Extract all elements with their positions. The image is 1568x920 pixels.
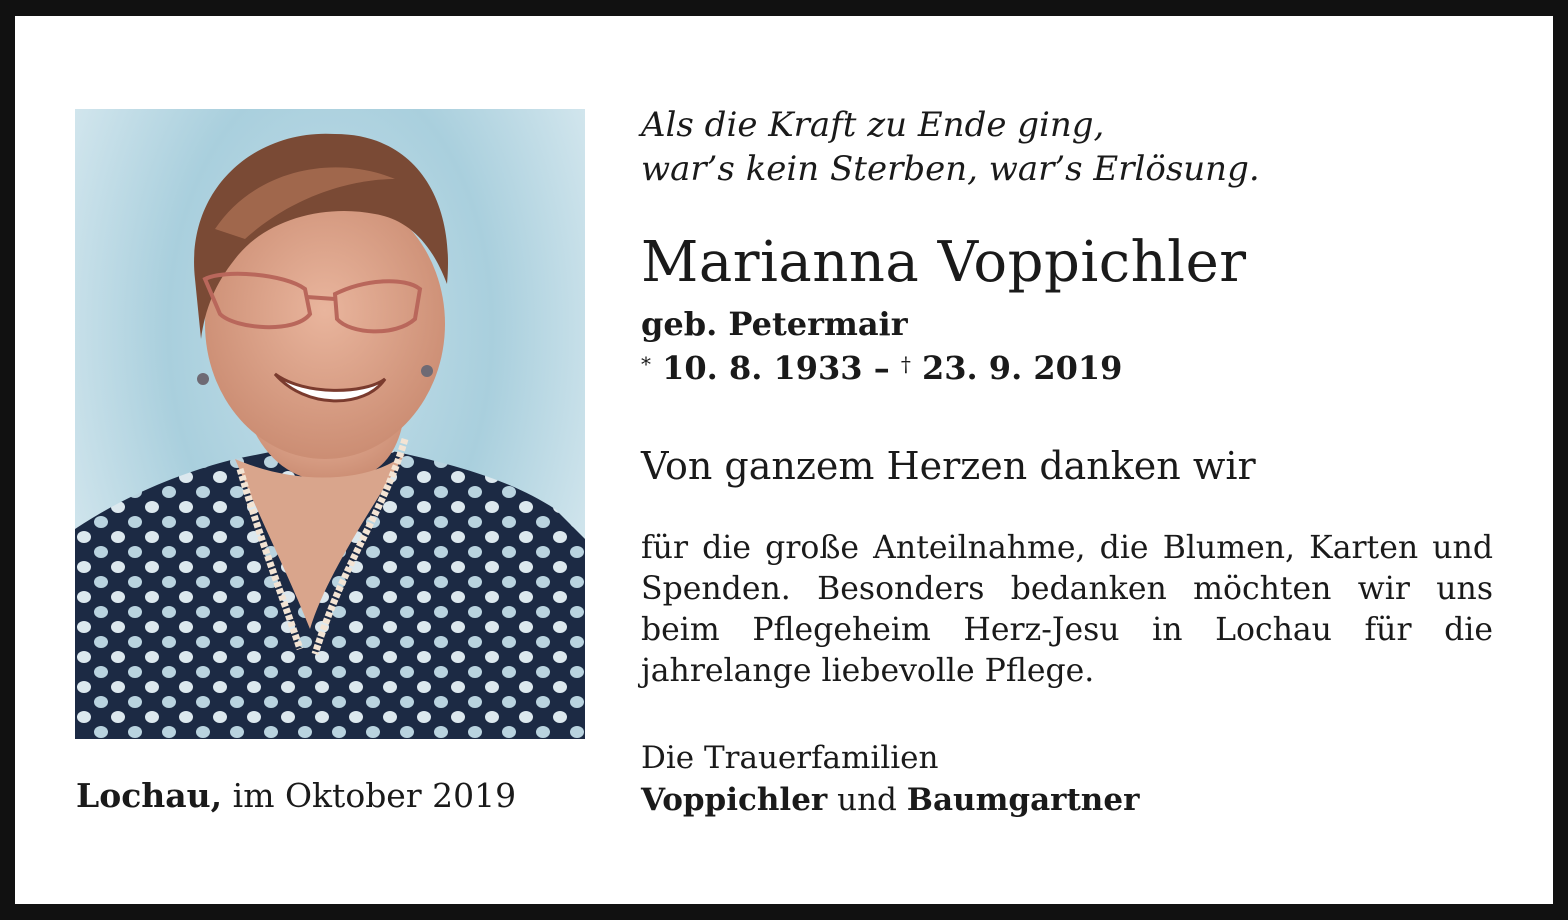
thanks-heading: Von ganzem Herzen danken wir bbox=[641, 444, 1256, 488]
death-date: 23. 9. 2019 bbox=[921, 349, 1123, 387]
portrait-photo bbox=[75, 109, 585, 739]
family-1: Voppichler bbox=[641, 782, 828, 818]
place-and-date bbox=[76, 776, 516, 815]
death-mark: † bbox=[900, 352, 911, 376]
deceased-name: Marianna Voppichler bbox=[641, 230, 1247, 295]
thanks-body: für die große Anteilnahme, die Blumen, Karten und Spenden. Besonders bedanken möchten wir uns beim Pflegeheim Herz-Jesu in Lochau für die jahrelange liebevolle Pflege. bbox=[641, 530, 1493, 689]
family-2: Baumgartner bbox=[906, 782, 1140, 818]
motto-verse bbox=[641, 103, 1260, 191]
portrait-illustration bbox=[75, 109, 585, 739]
motto-line-1: Als die Kraft zu Ende ging, bbox=[641, 105, 1105, 145]
life-dates bbox=[641, 347, 1122, 389]
family-connector: und bbox=[837, 782, 897, 818]
place-date: im Oktober 2019 bbox=[232, 776, 517, 815]
place-town: Lochau, bbox=[76, 776, 223, 815]
family-names bbox=[641, 780, 1139, 820]
birth-mark: * bbox=[641, 352, 651, 376]
birth-date: 10. 8. 1933 – bbox=[662, 349, 890, 387]
closing-line: Die Trauerfamilien bbox=[641, 740, 939, 776]
maiden-name: geb. Petermair bbox=[641, 305, 908, 343]
motto-line-2: war’s kein Sterben, war’s Erlösung. bbox=[641, 149, 1260, 189]
